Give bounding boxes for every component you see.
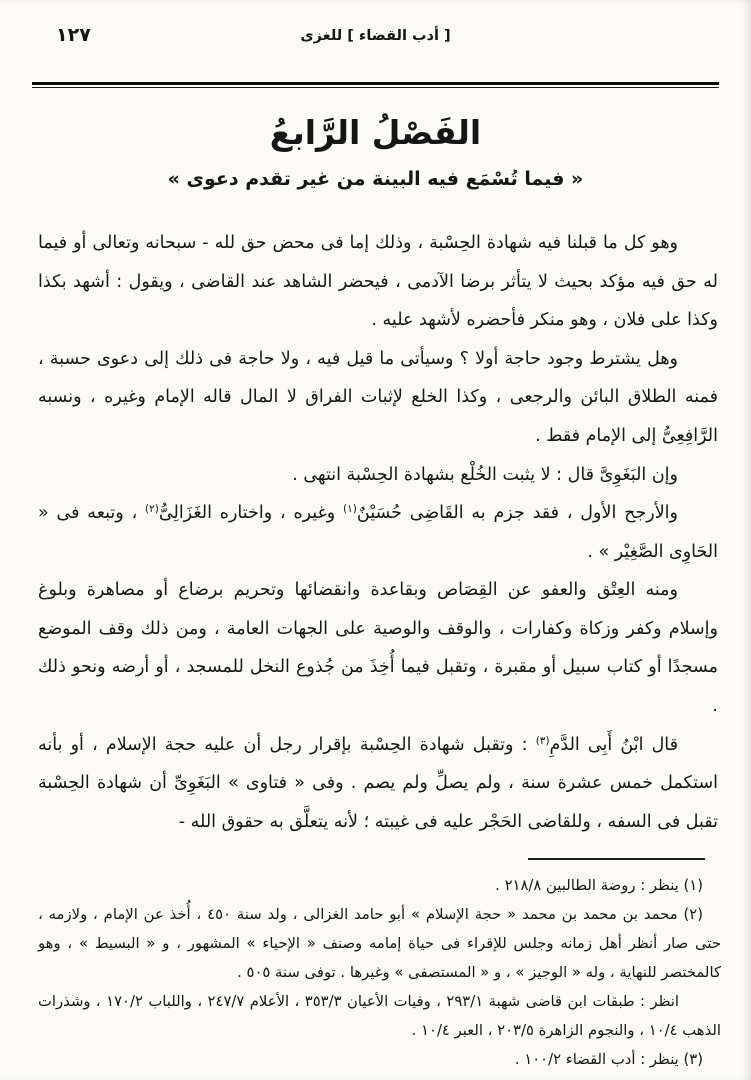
footnote: (٣) ينظر : أدب القضاء ١٠٠/٢ .	[514, 1051, 703, 1069]
chapter-subtitle: « فيما تُسْمَع فيه البينة من غير تقدم دعوى »	[167, 168, 584, 191]
footnote: (١) ينظر : روضة الطالبين ٢١٨/٨ .	[495, 877, 703, 895]
body-paragraph: والأرجح الأول ، فقد جزم به القَاضِى حُسَيْنٌ$^{(١)}$ وغيره ، واختاره الغَزَالِىُّ$^{(٢)}$ ، وتبعه فى « الحَاوِى الصَّغِيْر » .	[38, 503, 718, 562]
footnote-continuation: انظر : طبقات ابن قاضى شهبة ٢٩٣/١ ، وفيات الأعيان ٣٥٣/٣ ، الأعلام ٢٤٧/٧ ، واللباب ١٧٠/٢ ، وشذرات الذهب ١٠/٤ ، والنجوم الزاهرة ٢٠٣/٥ ، العبر ١٠/٤ .	[38, 993, 721, 1040]
footnote-ref: (١)	[343, 503, 357, 516]
footnotes	[38, 871, 721, 1074]
body-paragraph: وإن البَغَوِىَّ قال : لا يثبت الخُلْع بشهادة الحِسْبة انتهى .	[292, 464, 678, 485]
running-title: [ أدب القضاء ] للغزى	[300, 28, 451, 44]
body-paragraph: قال ابْنُ أَبِى الدَّمِ$^{(٣)}$ : وتقبل شهادة الحِسْبة بإقرار رجل أن عليه حجة الإسلام ، أو بأنه استكمل خمس عشرة سنة ، ولم يصلِّ ولم يصم . وفى « فتاوى » البَغَوِىِّ أن شهادة الحِسْبة تقبل فى السفه ، وللقاضى الحَجْر عليه فى غيبته ؛ لأنه يتعلَّق به حقوق الله -	[38, 734, 718, 832]
page-header	[0, 0, 751, 74]
chapter-title: الفَصْلُ الرَّابعُ	[269, 113, 482, 152]
footnote-ref: (٢)	[145, 503, 159, 516]
body-text	[38, 224, 718, 842]
page-number: ١٢٧	[56, 24, 91, 46]
header-rule	[32, 82, 719, 88]
footnote-ref: (٣)	[535, 734, 550, 747]
footnote-separator	[528, 858, 705, 860]
body-paragraph: وهو كل ما قبلنا فيه شهادة الحِسْبة ، وذلك إما فى محض حق لله - سبحانه وتعالى أو فيما له حق فيه مؤكد بحيث لا يتأثر برضا الآدمى ، فيحضر الشاهد عند القاضى ، ويقول : أشهد بكذا وكذا على فلان ، وهو منكر فأحضره لأشهد عليه .	[38, 232, 718, 331]
body-paragraph: ومنه العِتْق والعفو عن القِصَاص وبقاعدة وانقضائها وتحريم برضاع أو مصاهرة وبلوغ وإسلام وكفر وزكاة وكفارات ، والوقف والوصية على الجهات العامة ، ومن ذلك وقف الموضع مسجدًا أو كتاب سبيل أو مقبرة ، وتقبل فيما أُخِذَ من جُذوع النخل للمسجد ، أو أرضه ونحو ذلك .	[38, 580, 718, 717]
footnote: (٢) محمد بن محمد بن محمد « حجة الإسلام » أبو حامد الغزالى ، ولد سنة ٤٥٠ ، أُخذ عن الإمام ، ولازمه ، حتى صار أنظر أهل زمانه وجلس للإقراء فى حياة إمامه وصنف « الإحياء » المشهور ، و « البسيط » ، وهو كالمختصر للنهاية ، وله « الوجيز » ، و « المستصفى » وغيرها . توفى سنة ٥٠٥ .	[38, 906, 721, 982]
body-paragraph: وهل يشترط وجود حاجة أولا ؟ وسيأتى ما قيل فيه ، ولا حاجة فى ذلك إلى دعوى حسبة ، فمنه الطلاق البائن والرجعى ، وكذا الخلع لإثبات الفراق لا المال قاله الإمام وغيره ، ونسبه الرَّافِعِىُّ إلى الإمام فقط .	[38, 348, 718, 446]
